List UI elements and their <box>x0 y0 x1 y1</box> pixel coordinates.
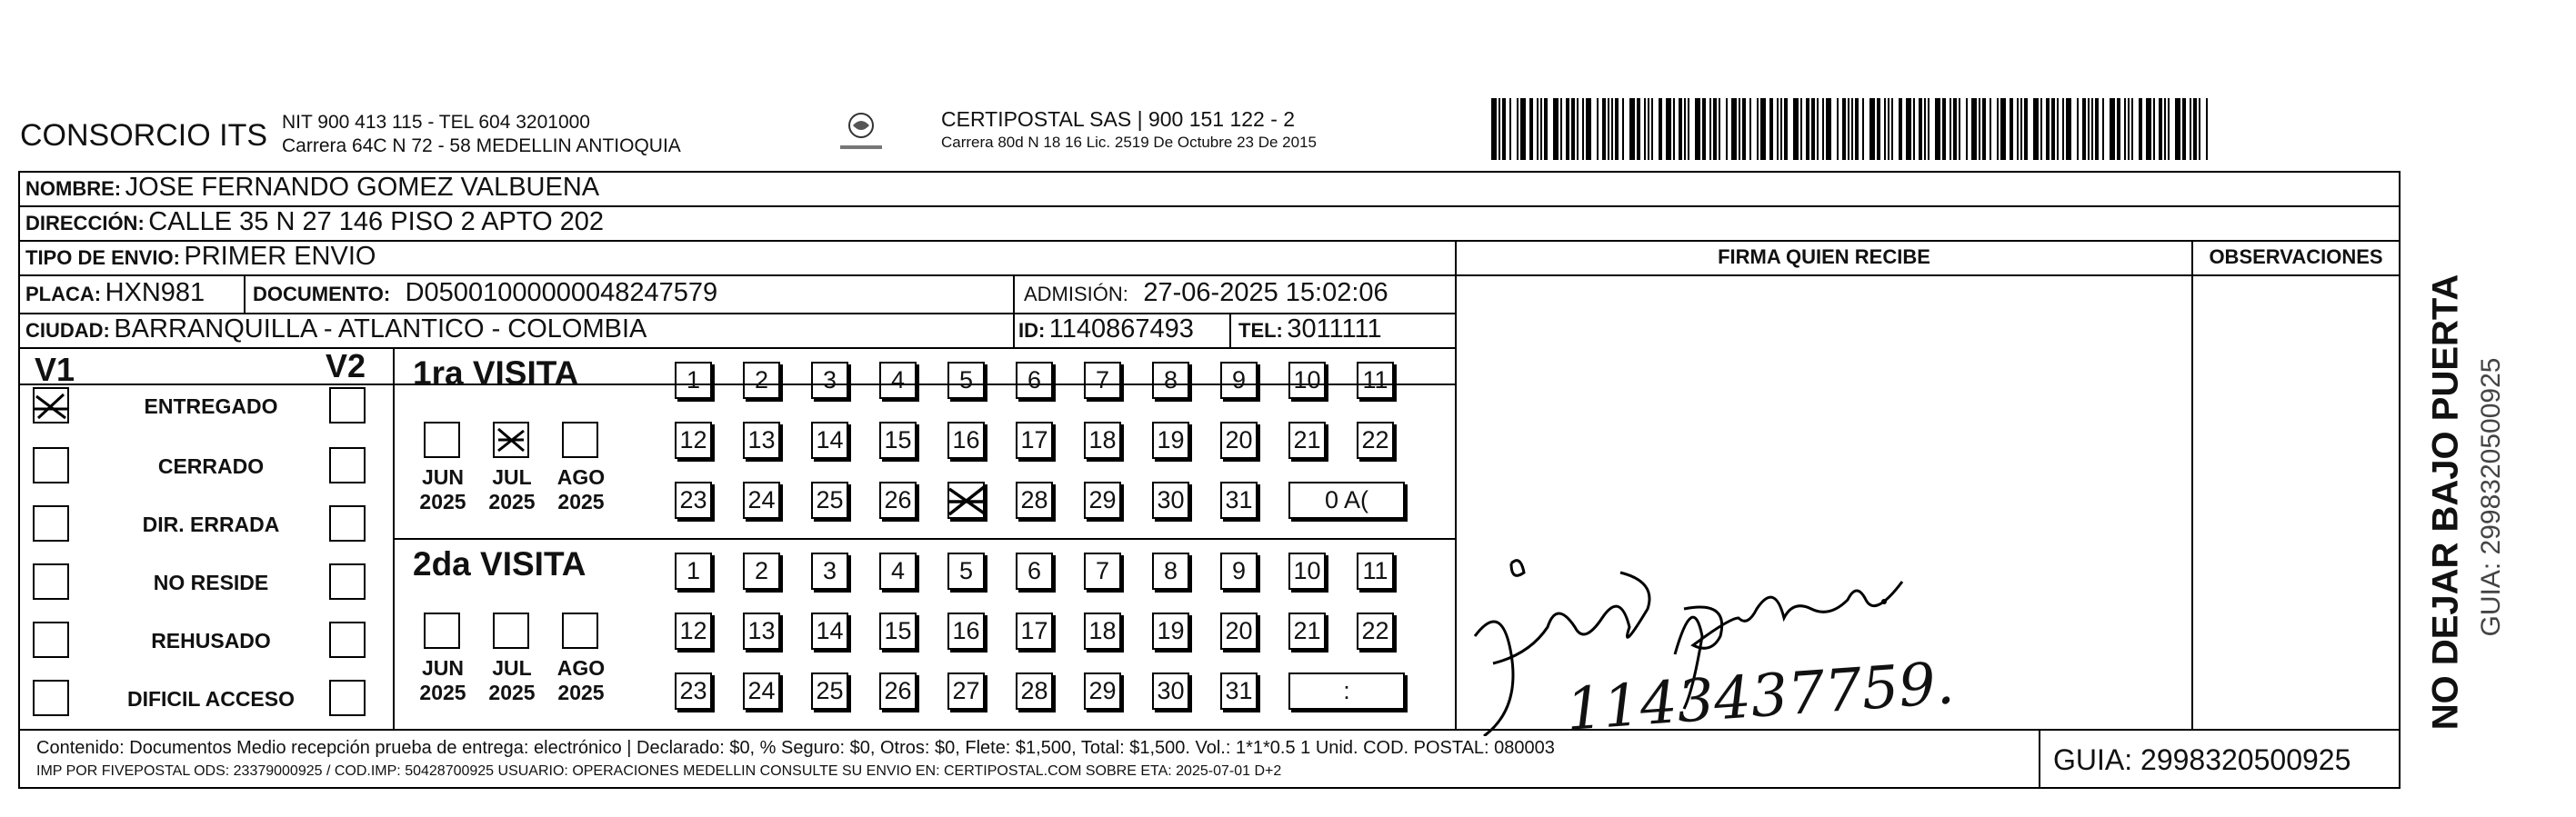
barcode-bar <box>2159 98 2162 160</box>
company-contact <box>282 111 681 158</box>
barcode-bar <box>1950 98 1951 160</box>
barcode-bar <box>1520 98 1526 160</box>
barcode-bar <box>2206 98 2208 160</box>
barcode-bar <box>1935 98 1940 160</box>
barcode-bar <box>1953 98 1957 160</box>
barcode-bar <box>1517 98 1519 160</box>
barcode-bar <box>2020 98 2022 160</box>
id-value: 1140867493 <box>1048 314 1194 344</box>
barcode-bar <box>1571 98 1575 160</box>
barcode-bar <box>2175 98 2180 160</box>
barcode-bar <box>1877 98 1880 160</box>
barcode-bar <box>1884 98 1886 160</box>
barcode-bar <box>1659 98 1662 160</box>
day-box[interactable]: 7 <box>1084 553 1121 590</box>
signature-number: 1143437759. <box>1563 650 1957 744</box>
barcode-bar <box>2010 98 2013 160</box>
day-box[interactable]: 25 <box>811 482 848 519</box>
visit-title: 2da VISITA <box>413 545 586 583</box>
barcode-bar <box>1726 98 1728 160</box>
barcode-bar <box>2051 98 2055 160</box>
month-checkbox[interactable] <box>424 613 460 649</box>
documento-label: DOCUMENTO: <box>253 283 391 305</box>
day-box[interactable]: 26 <box>879 673 917 710</box>
barcode-bar <box>1615 98 1619 160</box>
barcode-bar <box>2000 98 2006 160</box>
day-box[interactable]: 31 <box>1220 482 1258 519</box>
month-checkbox[interactable] <box>562 422 598 458</box>
status-label: REHUSADO <box>151 629 271 653</box>
month-checkbox[interactable] <box>562 613 598 649</box>
status-label: NO RESIDE <box>153 571 269 594</box>
barcode-bar <box>1702 98 1706 160</box>
observaciones-header: OBSERVACIONES <box>2209 245 2383 268</box>
barcode-bar <box>1679 98 1682 160</box>
barcode-bar <box>2033 98 2039 160</box>
placa-label: PLACA: <box>25 283 102 305</box>
barcode-bar <box>1811 98 1815 160</box>
barcode-bar <box>1826 98 1831 160</box>
v1-checkbox[interactable] <box>33 680 69 716</box>
barcode-bar <box>2066 98 2071 160</box>
barcode-bar <box>1855 98 1859 160</box>
barcode-bar <box>1739 98 1740 160</box>
barcode-bar <box>1777 98 1779 160</box>
barcode-bar <box>2164 98 2166 160</box>
barcode-bar <box>1673 98 1675 160</box>
barcode-bar <box>1577 98 1579 160</box>
documento-value: D05001000000048247579 <box>405 278 718 307</box>
day-box[interactable]: 4 <box>879 362 917 399</box>
day-box[interactable]: 24 <box>743 482 780 519</box>
barcode-bar <box>2168 98 2170 160</box>
month-checkbox[interactable] <box>493 422 529 458</box>
barcode-bar <box>1553 98 1559 160</box>
barcode-bar <box>1749 98 1751 160</box>
barcode-bar <box>1666 98 1671 160</box>
barcode-bar <box>2199 98 2200 160</box>
day-box[interactable]: 20 <box>1220 422 1258 459</box>
day-box[interactable]: 12 <box>675 422 712 459</box>
v1-checkbox[interactable] <box>33 447 69 483</box>
barcode-bar <box>1597 98 1599 160</box>
month-label: JUN 2025 <box>419 656 466 704</box>
barcode-bar <box>2024 98 2028 160</box>
barcode-bar <box>1822 98 1824 160</box>
day-box[interactable]: 22 <box>1357 613 1394 650</box>
barcode-bar <box>2017 98 2019 160</box>
barcode-bar <box>1851 98 1853 160</box>
certipostal-logo-icon <box>835 105 887 158</box>
status-label: ENTREGADO <box>144 394 278 418</box>
ciudad-value: BARRANQUILLA - ATLANTICO - COLOMBIA <box>114 314 647 344</box>
month-label: AGO 2025 <box>556 465 606 513</box>
v1-checkbox[interactable] <box>33 387 69 423</box>
day-box[interactable]: 4 <box>879 553 917 590</box>
barcode-bar <box>1540 98 1542 160</box>
barcode-bar <box>1784 98 1788 160</box>
barcode-bar <box>1622 98 1624 160</box>
day-box[interactable]: 7 <box>1084 362 1121 399</box>
barcode-bar <box>1502 98 1506 160</box>
v2-checkbox[interactable] <box>329 387 366 423</box>
barcode-bar <box>1586 98 1591 160</box>
barcode-bar <box>1848 98 1849 160</box>
barcode-bar <box>1695 98 1700 160</box>
barcode-bar <box>1869 98 1875 160</box>
month-label: JUN 2025 <box>419 465 466 513</box>
day-box[interactable]: 27 <box>947 673 985 710</box>
barcode-bar <box>1817 98 1819 160</box>
barcode-bar <box>1919 98 1922 160</box>
nit-line: NIT 900 413 115 - TEL 604 3201000 <box>282 112 590 133</box>
barcode-bar <box>1611 98 1613 160</box>
v2-checkbox[interactable] <box>329 680 366 716</box>
day-box[interactable]: 16 <box>947 422 985 459</box>
direccion-label: DIRECCIÓN: <box>25 212 145 234</box>
day-box[interactable]: 5 <box>947 553 985 590</box>
v2-checkbox[interactable] <box>329 447 366 483</box>
barcode-bar <box>1602 98 1606 160</box>
day-box[interactable]: 23 <box>675 482 712 519</box>
v2-checkbox[interactable] <box>329 505 366 542</box>
barcode-bar <box>1924 98 1926 160</box>
barcode-bar <box>1537 98 1539 160</box>
barcode-bar <box>1780 98 1782 160</box>
month-checkbox[interactable] <box>493 613 529 649</box>
side-stamp <box>2401 273 2510 782</box>
barcode-bar <box>2046 98 2050 160</box>
barcode-bar <box>1719 98 1720 160</box>
id-label: ID: <box>1018 319 1046 342</box>
tipo-value: PRIMER ENVIO <box>184 242 376 271</box>
v1-checkbox[interactable] <box>33 505 69 542</box>
day-box[interactable]: 9 <box>1220 362 1258 399</box>
barcode-bar <box>1966 98 1968 160</box>
v1-checkbox[interactable] <box>33 563 69 600</box>
barcode-bar <box>1560 98 1562 160</box>
v1-header: V1 <box>35 351 75 388</box>
barcode-bar <box>2117 98 2120 160</box>
barcode-bar <box>1971 98 1977 160</box>
barcode-bar <box>1509 98 1511 160</box>
barcode-bar <box>1648 98 1649 160</box>
courier-info <box>941 107 1317 154</box>
month-label: JUL 2025 <box>488 656 536 704</box>
day-box[interactable]: 13 <box>743 613 780 650</box>
footer-print-info: IMP POR FIVEPOSTAL ODS: 23379000925 / COD.IMP: 50428700925 USUARIO: OPERACIONES MEDELLIN CONSULTE SU ENVIO EN: CERTIPOSTAL.COM SOBRE ETA: 2025-07-01 D+2 <box>36 763 1282 779</box>
day-box[interactable]: 21 <box>1288 422 1326 459</box>
barcode-bar <box>2131 98 2133 160</box>
barcode-bar <box>1891 98 1893 160</box>
day-box[interactable]: 24 <box>743 673 780 710</box>
barcode-bar <box>1742 98 1746 160</box>
footer-content: Contenido: Documentos Medio recepción prueba de entrega: electrónico | Declarado: $0, % Seguro: $0, Otros: $0, Flete: $1,500, Total: $1,500. Vol.: 1*1*0.5 1 Unid. COD. POSTAL: 080003 <box>36 738 1555 758</box>
nombre-value: JOSE FERNANDO GOMEZ VALBUENA <box>125 173 600 202</box>
v1-checkbox[interactable] <box>33 622 69 658</box>
day-box[interactable] <box>947 482 985 519</box>
status-label: DIR. ERRADA <box>142 513 280 536</box>
day-box[interactable]: 14 <box>811 422 848 459</box>
barcode-bar <box>1913 98 1915 160</box>
side-stamp-warning: NO DEJAR BAJO PUERTA <box>2425 274 2466 731</box>
day-box[interactable]: 16 <box>947 613 985 650</box>
month-label: AGO 2025 <box>556 656 606 704</box>
barcode-bar <box>2193 98 2197 160</box>
barcode-bar <box>1608 98 1609 160</box>
barcode-bar <box>1637 98 1640 160</box>
day-box[interactable]: 30 <box>1152 673 1189 710</box>
day-box[interactable]: 2 <box>743 553 780 590</box>
day-box[interactable]: 18 <box>1084 422 1121 459</box>
day-box[interactable]: 30 <box>1152 482 1189 519</box>
day-box[interactable]: 11 <box>1357 362 1394 399</box>
tel-value: 3011111 <box>1287 314 1382 344</box>
v2-header: V2 <box>326 347 366 384</box>
barcode <box>1491 98 2215 160</box>
barcode-bar <box>2088 98 2090 160</box>
firma-header: FIRMA QUIEN RECIBE <box>1718 245 1930 268</box>
day-box[interactable]: 2 <box>743 362 780 399</box>
admision-label: ADMISIÓN: <box>1024 283 1128 305</box>
barcode-bar <box>2182 98 2186 160</box>
barcode-bar <box>1959 98 1960 160</box>
barcode-bar <box>2128 98 2130 160</box>
tel-label: TEL: <box>1238 319 1283 342</box>
ciudad-label: CIUDAD: <box>25 319 110 342</box>
day-box[interactable]: 3 <box>811 362 848 399</box>
barcode-bar <box>1651 98 1653 160</box>
extra-note-box[interactable]: : <box>1288 673 1405 710</box>
month-label: JUL 2025 <box>488 465 536 513</box>
day-box[interactable]: 8 <box>1152 553 1189 590</box>
nombre-label: NOMBRE: <box>25 177 122 200</box>
barcode-bar <box>1688 98 1689 160</box>
status-label: DIFICIL ACCESO <box>126 687 295 711</box>
barcode-bar <box>2062 98 2064 160</box>
barcode-bar <box>1842 98 1846 160</box>
barcode-bar <box>1769 98 1773 160</box>
day-box[interactable]: 9 <box>1220 553 1258 590</box>
barcode-bar <box>2139 98 2142 160</box>
day-box[interactable]: 28 <box>1016 673 1053 710</box>
admision-value: 27-06-2025 15:02:06 <box>1143 278 1388 307</box>
company-name: CONSORCIO ITS <box>20 118 268 153</box>
day-box[interactable]: 31 <box>1220 673 1258 710</box>
month-checkbox[interactable] <box>424 422 460 458</box>
barcode-bar <box>1888 98 1889 160</box>
barcode-bar <box>1942 98 1946 160</box>
courier-license: Carrera 80d N 18 16 Lic. 2519 De Octubre 23 De 2015 <box>941 134 1317 151</box>
day-box[interactable]: 22 <box>1357 422 1394 459</box>
barcode-bar <box>2082 98 2086 160</box>
status-label: CERRADO <box>157 454 265 478</box>
day-box[interactable]: 28 <box>1016 482 1053 519</box>
v2-checkbox[interactable] <box>329 622 366 658</box>
extra-note-box[interactable]: 0 A( <box>1288 482 1405 519</box>
day-box[interactable]: 26 <box>879 482 917 519</box>
day-box[interactable]: 18 <box>1084 613 1121 650</box>
barcode-bar <box>1806 98 1809 160</box>
barcode-bar <box>1731 98 1737 160</box>
day-box[interactable]: 20 <box>1220 613 1258 650</box>
barcode-bar <box>2110 98 2115 160</box>
barcode-bar <box>2091 98 2093 160</box>
barcode-bar <box>1498 98 1500 160</box>
day-box[interactable]: 10 <box>1288 362 1326 399</box>
day-box[interactable]: 15 <box>879 422 917 459</box>
barcode-bar <box>1709 98 1711 160</box>
day-box[interactable]: 19 <box>1152 422 1189 459</box>
day-box[interactable]: 1 <box>675 553 712 590</box>
day-box[interactable]: 6 <box>1016 362 1053 399</box>
barcode-bar <box>1566 98 1569 160</box>
direccion-value: CALLE 35 N 27 146 PISO 2 APTO 202 <box>148 207 605 236</box>
barcode-bar <box>2190 98 2191 160</box>
barcode-bar <box>2095 98 2099 160</box>
barcode-bar <box>1644 98 1646 160</box>
barcode-bar <box>1997 98 1999 160</box>
day-box[interactable]: 21 <box>1288 613 1326 650</box>
v2-checkbox[interactable] <box>329 563 366 600</box>
barcode-bar <box>1990 98 1991 160</box>
barcode-bar <box>1713 98 1717 160</box>
barcode-bar <box>1982 98 1986 160</box>
courier-name: CERTIPOSTAL SAS | 900 151 122 - 2 <box>941 107 1296 131</box>
day-box[interactable]: 15 <box>879 613 917 650</box>
day-box[interactable]: 6 <box>1016 553 1053 590</box>
side-stamp-guia: GUIA: 2998320500925 <box>2476 357 2506 637</box>
barcode-bar <box>2146 98 2151 160</box>
barcode-bar <box>2124 98 2126 160</box>
barcode-bar <box>1899 98 1902 160</box>
day-box[interactable]: 3 <box>811 553 848 590</box>
barcode-bar <box>1582 98 1584 160</box>
day-box[interactable]: 29 <box>1084 482 1121 519</box>
barcode-bar <box>1837 98 1839 160</box>
guia-number: GUIA: 2998320500925 <box>2053 743 2351 776</box>
barcode-bar <box>1928 98 1929 160</box>
barcode-bar <box>1862 98 1864 160</box>
barcode-bar <box>1906 98 1911 160</box>
placa-value: HXN981 <box>105 278 205 307</box>
barcode-bar <box>1757 98 1759 160</box>
visit-title: 1ra VISITA <box>413 354 579 392</box>
day-box[interactable]: 1 <box>675 362 712 399</box>
day-box[interactable]: 10 <box>1288 553 1326 590</box>
day-box[interactable]: 29 <box>1084 673 1121 710</box>
barcode-bar <box>1800 98 1802 160</box>
barcode-bar <box>2153 98 2155 160</box>
day-box[interactable]: 25 <box>811 673 848 710</box>
day-box[interactable]: 17 <box>1016 422 1053 459</box>
barcode-bar <box>1629 98 1635 160</box>
day-box[interactable]: 8 <box>1152 362 1189 399</box>
barcode-bar <box>1979 98 1980 160</box>
barcode-bar <box>2057 98 2059 160</box>
day-box[interactable]: 5 <box>947 362 985 399</box>
barcode-bar <box>1760 98 1766 160</box>
day-box[interactable]: 14 <box>811 613 848 650</box>
barcode-bar <box>2102 98 2104 160</box>
day-box[interactable]: 17 <box>1016 613 1053 650</box>
day-box[interactable]: 11 <box>1357 553 1394 590</box>
barcode-bar <box>1793 98 1799 160</box>
barcode-bar <box>1684 98 1686 160</box>
delivery-form <box>18 171 2401 789</box>
day-box[interactable]: 19 <box>1152 613 1189 650</box>
barcode-bar <box>1491 98 1497 160</box>
barcode-bar <box>1529 98 1533 160</box>
day-box[interactable]: 23 <box>675 673 712 710</box>
tipo-label: TIPO DE ENVIO: <box>25 246 180 269</box>
barcode-bar <box>2077 98 2079 160</box>
barcode-bar <box>2040 98 2042 160</box>
barcode-bar <box>1544 98 1548 160</box>
day-box[interactable]: 12 <box>675 613 712 650</box>
day-box[interactable]: 13 <box>743 422 780 459</box>
address-line: Carrera 64C N 72 - 58 MEDELLIN ANTIOQUIA <box>282 135 681 156</box>
